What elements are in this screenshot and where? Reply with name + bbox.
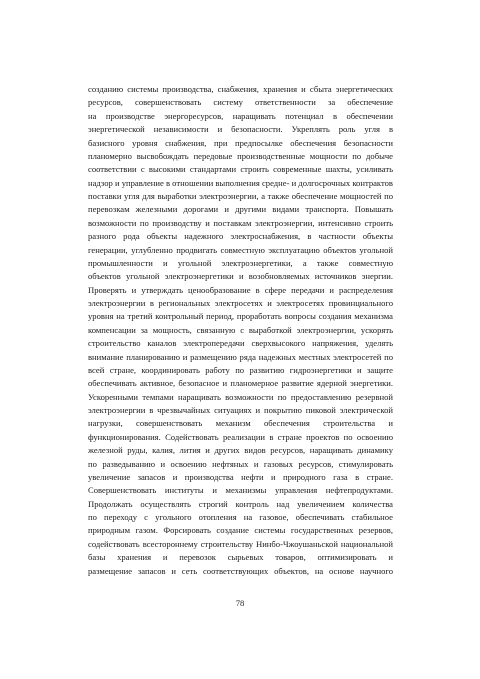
text-line: перевозкам железными дорогами и другими видами транспорта. Повышать bbox=[88, 204, 393, 215]
text-line: природным газом. Форсировать создание системы государственных резервов, bbox=[88, 525, 393, 536]
text-line: Продолжать осуществлять строгий контроль над увеличением количества bbox=[88, 498, 393, 509]
text-line: планомерно высвобождать передовые производственные мощности по добыче bbox=[88, 150, 393, 161]
text-line: компенсации за мощность, связанную с выработкой электроэнергии, ускорять bbox=[88, 324, 393, 335]
text-line: всей стране, координировать работу по развитию гидроэнергетики и защите bbox=[88, 364, 393, 375]
text-line: поставки угля для выработки электроэнергии, а также обеспечение мощностей по bbox=[88, 191, 393, 201]
text-line: внимание планированию и размещению ряда надежных местных электросетей по bbox=[88, 351, 393, 362]
text-line: энергетической независимости и безопасности. Укреплять роль угля в bbox=[88, 124, 393, 135]
text-line: возможности по производству и поставкам электроэнергии, интенсивно строить bbox=[88, 217, 393, 228]
text-line: увеличение запасов и производства нефти и природного газа в стране. bbox=[88, 471, 393, 482]
text-line: по переходу с угольного отопления на газовое, обеспечивать стабильное bbox=[88, 512, 393, 522]
text-line: надзор и управление в отношении выполнения средне- и долгосрочных контрактов bbox=[88, 177, 393, 188]
text-line: созданию системы производства, снабжения, хранения и сбыта энергетических bbox=[88, 84, 393, 94]
text-line: Ускоренными темпами наращивать возможности по предоставлению резервной bbox=[88, 391, 393, 402]
text-line: электроэнергии в чрезвычайных ситуациях и покрытию пиковой электрической bbox=[88, 405, 393, 415]
text-line: железной руды, калия, лития и других видов ресурсов, наращивать динамику bbox=[88, 445, 393, 456]
page-number: 78 bbox=[235, 598, 245, 608]
text-line: Совершенствовать институты и механизмы управления нефтепродуктами. bbox=[88, 485, 393, 496]
text-line: электроэнергии в региональных электросетях и электросетях провинциального bbox=[88, 298, 393, 308]
text-line: на производстве энергоресурсов, наращивать потенциал в обеспечении bbox=[88, 110, 393, 121]
text-line: строительство каналов электропередачи сверхвысокого напряжения, уделять bbox=[88, 338, 393, 349]
text-line: базы хранения и перевозок сырьевых товаров, оптимизировать и bbox=[88, 552, 393, 563]
text-line: генерации, углубленно продвигать совместную эксплуатацию объектов угольной bbox=[88, 244, 393, 255]
body-text bbox=[88, 83, 393, 578]
text-line: ресурсов, совершенствовать систему ответственности за обеспечение bbox=[88, 97, 393, 108]
text-line: Проверять и утверждать ценообразование в сфере передачи и распределения bbox=[88, 284, 393, 295]
text-line: содействовать всестороннему строительству Нинбо-Чжоушаньской национальной bbox=[88, 538, 393, 549]
text-line: функционирования. Содействовать реализации в стране проектов по освоению bbox=[88, 431, 393, 442]
text-line: промышленности и угольной электроэнергетики, а также совместную bbox=[88, 257, 393, 268]
text-line: базисного уровня снабжения, при предпосылке обеспечения безопасности bbox=[88, 137, 393, 148]
text-line: разного рода объекты надежного электроснабжения, в частности объекты bbox=[88, 231, 393, 242]
text-line: нагрузки, совершенствовать механизм обеспечения строительства и bbox=[88, 418, 393, 429]
text-line: обеспечивать активное, безопасное и планомерное развитие ядерной энергетики. bbox=[88, 378, 393, 389]
text-line: по разведыванию и освоению нефтяных и газовых ресурсов, стимулировать bbox=[88, 458, 393, 469]
text-line: соответствии с высокими стандартами строить современные шахты, усиливать bbox=[88, 164, 393, 175]
text-line: объектов угольной электроэнергетики и возобновляемых источников энергии. bbox=[88, 271, 393, 282]
text-line: уровня на третий контрольный период, проработать вопросы создания механизма bbox=[88, 311, 393, 322]
text-line: размещение запасов и сеть соответствующих объектов, на основе научного bbox=[88, 565, 393, 576]
